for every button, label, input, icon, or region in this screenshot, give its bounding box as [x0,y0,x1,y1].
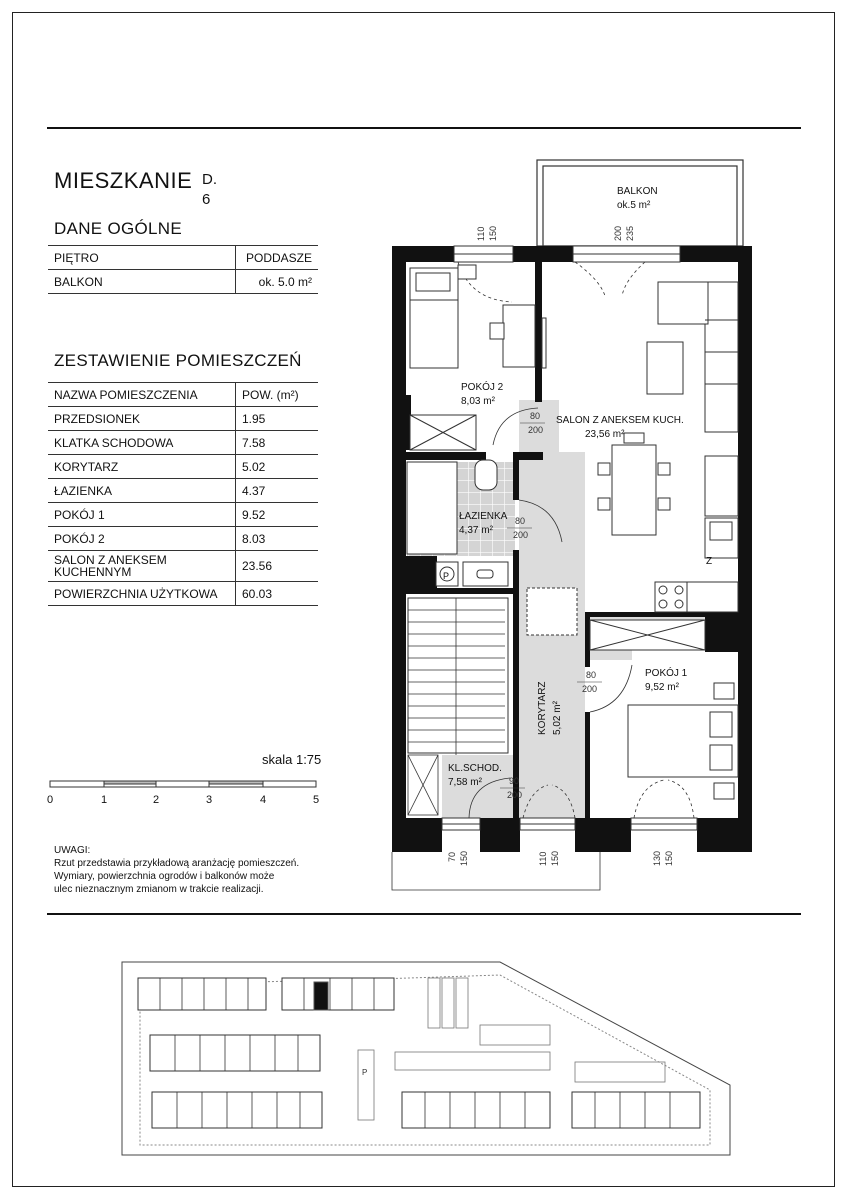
total-name: POWIERZCHNIA UŻYTKOWA [48,582,236,606]
room-name: KORYTARZ [48,455,236,479]
general-value: PODDASZE [236,246,319,270]
scale-bar [50,781,316,787]
klsch-name: KL.SCHOD. [448,763,502,774]
general-heading: DANE OGÓLNE [54,219,182,238]
room-area: 8.03 [236,527,319,551]
room-area: 5.02 [236,455,319,479]
col-name-header: NAZWA POMIESZCZENIA [48,383,236,407]
door-width: 90 [509,776,520,786]
col-area-header: POW. (m²) [236,383,319,407]
pokoj1-name: POKÓJ 1 [645,668,688,679]
apartment-title: MIESZKANIE [54,168,193,193]
pokoj2-area: 8,03 m² [461,396,495,407]
room-area: 7.58 [236,431,319,455]
korytarz-name: KORYTARZ [537,681,548,735]
notes-heading: UWAGI: [54,845,91,856]
window-dim: 235 [625,225,635,241]
salon-name: SALON Z ANEKSEM KUCH. [556,415,684,426]
scale-tick: 2 [152,794,160,806]
room-area: 1.95 [236,407,319,431]
lazienka-area: 4,37 m² [459,525,493,536]
sink-letter: Z [706,556,713,567]
window-dim: 150 [459,850,469,866]
scale-label: skala 1:75 [262,752,322,767]
window-dim: 110 [476,226,486,241]
scale-tick: 3 [205,794,213,806]
notes-line: Wymiary, powierzchnia ogrodów i balkonów może [54,871,275,882]
room-area: 9.52 [236,503,319,527]
window-dim: 150 [664,850,674,866]
terrace-outline [392,852,600,890]
door-height: 200 [507,790,523,800]
room-name: POKÓJ 2 [48,527,236,551]
scale-tick: 5 [312,794,320,806]
balcony-name: BALKON [617,186,658,197]
lazienka-name: ŁAZIENKA [459,511,508,522]
apartment-number: 6 [202,191,211,208]
window-dim: 150 [488,225,498,241]
general-value: ok. 5.0 m² [236,270,319,294]
room-name-line: SALON Z ANEKSEM [54,553,167,567]
notes-line: Rzut przedstawia przykładową aranżację pomieszczeń. [54,858,300,869]
scale-tick: 4 [259,794,267,806]
washer-letter: P [443,571,450,581]
window-dim: 110 [538,851,548,866]
room-name: KLATKA SCHODOWA [48,431,236,455]
room-area: 4.37 [236,479,319,503]
scale-tick: 1 [100,794,108,806]
room-area: 23.56 [236,551,319,582]
highlighted-unit [314,982,328,1010]
general-label: PIĘTRO [48,246,236,270]
apartment-letter: D. [202,171,217,188]
window-dim: 200 [613,225,623,241]
door-width: 80 [586,670,597,680]
room-name: ŁAZIENKA [48,479,236,503]
pokoj2-name: POKÓJ 2 [461,382,504,393]
klsch-area: 7,58 m² [448,777,482,788]
notes-line: ulec nieznacznym zmianom w trakcie realizacji. [54,884,264,895]
door-height: 200 [528,425,544,435]
door-width: 80 [515,516,526,526]
floor-plan [392,160,752,890]
pokoj1-area: 9,52 m² [645,682,679,693]
room-name-line: KUCHENNYM [54,565,132,579]
site-parking-sign: P [362,1068,368,1077]
total-area: 60.03 [236,582,319,606]
window-dim: 70 [447,851,457,862]
door-width: 80 [530,411,541,421]
window-dim: 150 [550,850,560,866]
korytarz-area: 5,02 m² [552,701,563,735]
door-height: 200 [513,530,529,540]
door-height: 200 [582,684,598,694]
site-plan [122,962,730,1155]
scale-tick: 0 [46,794,54,806]
room-name: POKÓJ 1 [48,503,236,527]
room-name: PRZEDSIONEK [48,407,236,431]
window-dim: 130 [652,850,662,866]
rooms-heading: ZESTAWIENIE POMIESZCZEŃ [54,351,302,370]
general-label: BALKON [48,270,236,294]
salon-area: 23,56 m² [585,429,625,440]
balcony-area: ok.5 m² [617,200,651,211]
